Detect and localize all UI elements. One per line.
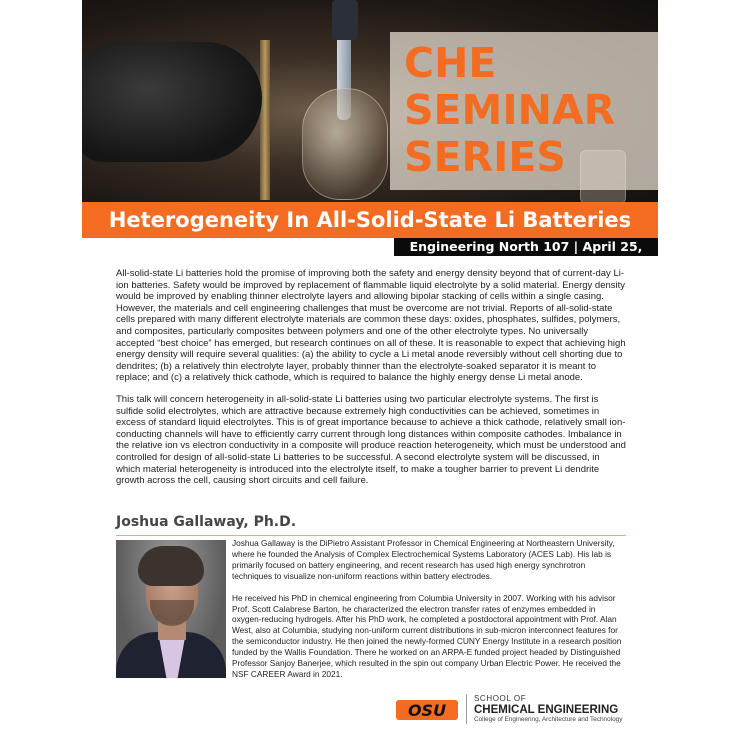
speaker-bio	[232, 538, 626, 691]
location-date-badge: Engineering North 107 | April 25, 3pm	[394, 238, 658, 256]
lab-stand	[260, 40, 270, 200]
seminar-flyer	[82, 0, 658, 730]
abstract	[116, 268, 626, 497]
photo-hair	[138, 546, 204, 586]
pipette-bulb	[332, 0, 358, 40]
gloved-hand	[82, 42, 262, 162]
college-line: College of Engineering, Architecture and Technology	[474, 716, 623, 723]
speaker-photo	[116, 540, 226, 678]
section-divider	[116, 535, 626, 536]
talk-title: Heterogeneity In All-Solid-State Li Batteries	[108, 208, 632, 232]
logo-text: OSU	[407, 701, 447, 720]
footer-divider	[466, 694, 467, 724]
series-title: CHE SEMINAR SERIES	[404, 39, 616, 181]
speaker-name: Joshua Gallaway, Ph.D.	[116, 514, 297, 530]
department-line: CHEMICAL ENGINEERING	[474, 704, 619, 716]
osu-logo	[394, 694, 460, 724]
department-wordmark	[474, 694, 622, 724]
school-line: SCHOOL OF	[474, 694, 527, 703]
photo-beard	[150, 600, 194, 626]
bio-paragraph: Joshua Gallaway is the DiPietro Assistant Professor in Chemical Engineering at Northeastern University, where he founded the Analysis of Complex Electrochemical Systems Laboratory (ACES Lab). His lab is primarily focused on battery engineering, and recent research has used high energy synchrotron techniques to visualize non-uniform reactions within battery electrodes.	[232, 538, 615, 581]
abstract-paragraph: All-solid-state Li batteries hold the promise of improving both the safety and energy density beyond that of current-day Li-ion batteries. Safety would be improved by replacement of flammable liquid electrolyte by a solid material. Energy density would be improved by enabling thinner electrolyte layers and allowing bipolar stacking of cells within a single casing. However, the materials and cell engineering challenges that must be overcome are not trivial. Reports of all-solid-state cells prepared with many different electrolyte materials are common these days: oxides, phosphates, sulfides, polymers, and composites, particularly composites between polymers and one of the other electrolyte types. No universally accepted “best choice” has emerged, but research continues on all of these. It is reasonable to expect that achieving high energy density will require several qualities: (a) the ability to cycle a Li metal anode reversibly without cell shorting due to dendrites; (b) a relatively thin electrolyte layer, probably thinner than the electrolyte-soaked separator it is meant to replace; and (c) a relatively thick cathode, which is required to balance the highly energy dense Li metal anode.	[116, 268, 626, 384]
abstract-paragraph: This talk will concern heterogeneity in all-solid-state Li batteries using two particular electrolyte systems. The first is sulfide solid electrolytes, which are attractive because extremely high conductivities can be achieved, sometimes in excess of standard liquid electrolytes. This is of great importance because to achieve a thick cathode, relatively small ion-conducting channels will have to efficiently carry current through long distances within composite cathodes. Imbalance in the relative ion vs electron conductivity in a composite will produce reaction heterogeneity, which must be understood and controlled for design of all-solid-state Li batteries to be successful. A second electrolyte system will be discussed, in which material heterogeneity is introduced into the electrolyte itself, to make a tougher barrier to prevent Li dendrite growth across the cell, causing short circuits and cell failure.	[116, 393, 626, 487]
glass-flask	[302, 88, 388, 200]
bio-paragraph: He received his PhD in chemical engineering from Columbia University in 2007. Working with his advisor Prof. Scott Calabrese Barton, he characterized the electron transfer rates of enzymes embedded in oxygen-reducing hydrogels. After his PhD work, he completed a postdoctoral appointment with Prof. Alan West, also at Columbia, studying non-uniform current distributions in sub-micron interconnect features for the semiconductor industry. He then joined the newly-formed CUNY Energy Institute in a research position funded by the Wallis Foundation. There he worked on an ARPA-E funded project headed by Distinguished Professor Sanjoy Banerjee, which resulted in the spin out company Urban Electric Power. He received the NSF CAREER Award in 2021.	[232, 592, 622, 679]
